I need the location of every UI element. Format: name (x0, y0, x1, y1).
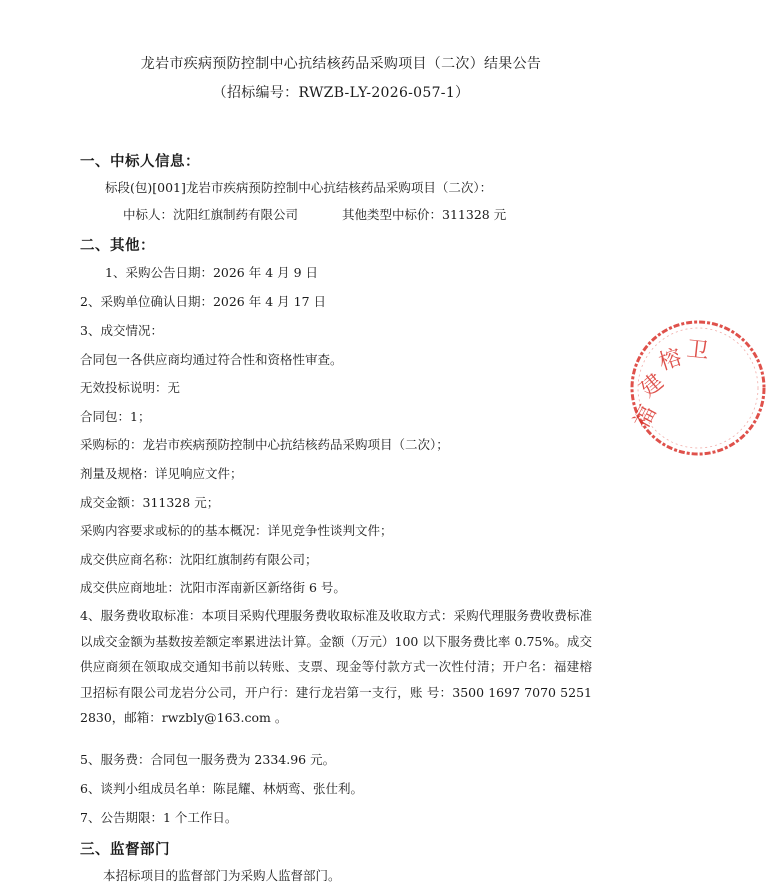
seal-char-3: 榕 (656, 345, 685, 376)
price-row (342, 207, 506, 223)
company-seal (628, 318, 768, 458)
price-label: 其他类型中标价： (342, 207, 443, 222)
invalid-bid: 无效投标说明：无 (80, 380, 181, 395)
announce-date: 1、采购公告日期：2026 年 4 月 9 日 (105, 265, 319, 280)
winner-label: 中标人： (123, 207, 174, 222)
section3-heading: 三、监督部门 (80, 842, 170, 858)
seal-char-4: 卫 (685, 337, 710, 365)
service-fee-standard: 4、服务费收取标准：本项目采购代理服务费收取标准及收取方式：采购代理服务费收费标准以成交金额为基数按差额定率累进法计算。金额（万元）100 以下服务费比率 0.75%。成交供应商须在领取成交通知书前以转账、支票、现金等付款方式一次性付清；开户名：福建榕卫招标有限公司龙岩分公司，开户行：建行龙岩第一支行，账 号：3500 1697 7070 5251 2830，邮箱：rwzbly@163.com 。 (80, 608, 592, 725)
supplier-name: 成交供应商名称：沈阳红旗制药有限公司； (80, 552, 318, 567)
winner-value: 沈阳红旗制药有限公司 (173, 207, 299, 222)
contract-pkg-review: 合同包一各供应商均通过符合性和资格性审查。 (80, 352, 343, 367)
winner-row (123, 207, 298, 223)
supplier-address: 成交供应商地址：沈阳市浑南新区新络街 6 号。 (80, 580, 346, 595)
supervision-text: 本招标项目的监督部门为采购人监督部门。 (103, 868, 341, 883)
tender-number: （招标编号：RWZB-LY-2026-057-1） (212, 85, 470, 101)
notice-period: 7、公告期限：1 个工作日。 (80, 810, 238, 825)
dosage-spec: 剂量及规格：详见响应文件； (80, 466, 243, 481)
negotiation-panel: 6、谈判小组成员名单：陈昆耀、林炳鸾、张仕利。 (80, 781, 363, 796)
price-value: 311328 元 (442, 207, 507, 222)
seal-char-1: 福 (629, 401, 662, 433)
deal-amount: 成交金额：311328 元； (80, 495, 220, 510)
requirements: 采购内容要求或标的的基本概况：详见竞争性谈判文件； (80, 523, 393, 538)
deal-situation: 3、成交情况： (80, 323, 163, 338)
section2-heading: 二、其他： (80, 238, 155, 254)
section1-heading: 一、中标人信息： (80, 154, 200, 170)
service-fee: 5、服务费：合同包一服务费为 2334.96 元。 (80, 752, 336, 767)
lot-line: 标段(包)[001]龙岩市疾病预防控制中心抗结核药品采购项目（二次）： (105, 180, 493, 195)
confirm-date: 2、采购单位确认日期：2026 年 4 月 17 日 (80, 294, 326, 309)
seal-char-2: 建 (635, 369, 669, 403)
announcement-title: 龙岩市疾病预防控制中心抗结核药品采购项目（二次）结果公告 (140, 56, 542, 72)
procurement-item: 采购标的：龙岩市疾病预防控制中心抗结核药品采购项目（二次）； (80, 437, 449, 452)
contract-pkg: 合同包：1； (80, 409, 151, 424)
